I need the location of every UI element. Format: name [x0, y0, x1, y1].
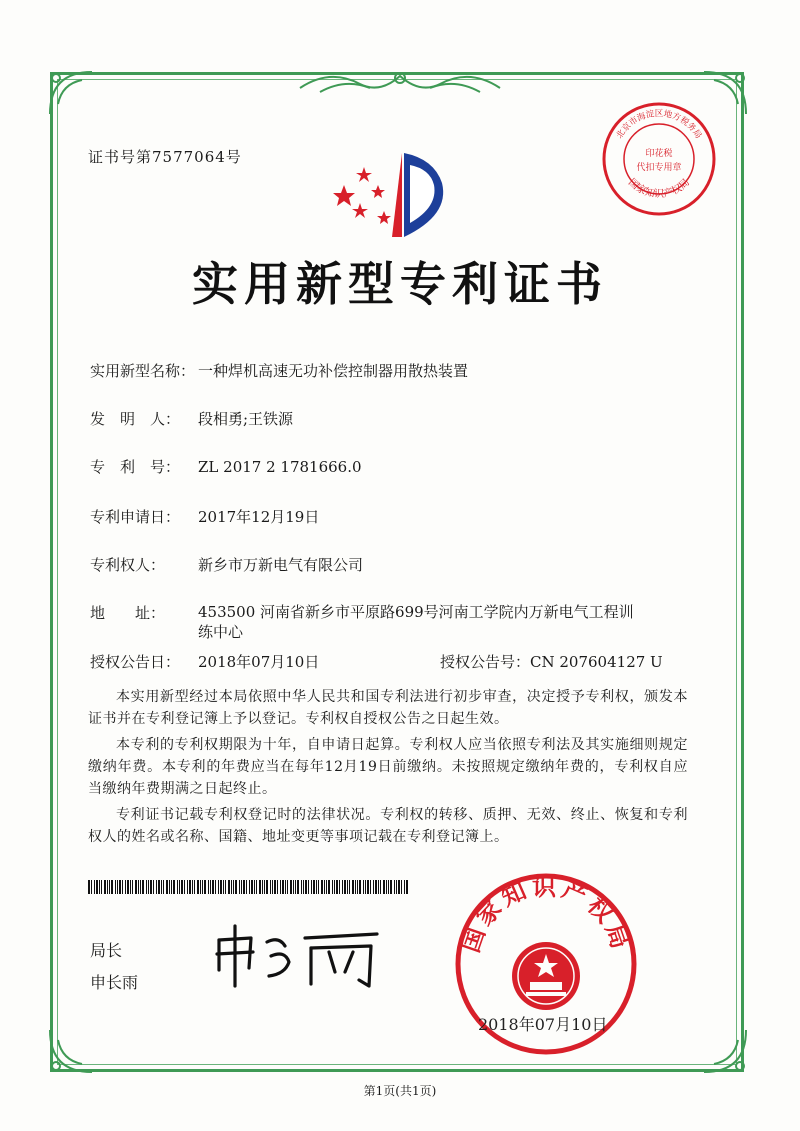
- barcode-bar: [194, 880, 195, 894]
- barcode-bar: [189, 880, 191, 894]
- barcode-bar: [208, 880, 209, 894]
- barcode-bar: [150, 880, 152, 894]
- barcode-bar: [316, 880, 317, 894]
- body-paragraph-1: 本实用新型经过本局依照中华人民共和国专利法进行初步审查，决定授予专利权，颁发本证书并在专利登记簿上予以登记。专利权自授权公告之日起生效。: [88, 689, 688, 727]
- barcode-bar: [332, 880, 333, 894]
- barcode-bar: [297, 880, 299, 894]
- body-paragraph-3: 专利证书记载专利权登记时的法律状况。专利权的转移、质押、无效、终止、恢复和专利权人的姓名或名称、国籍、地址变更等事项记载在专利登记簿上。: [88, 807, 688, 845]
- barcode-bar: [210, 880, 211, 894]
- barcode-bar: [326, 880, 327, 894]
- barcode-bar: [365, 880, 366, 894]
- barcode-bar: [138, 880, 139, 894]
- svg-text:印花税: 印花税: [645, 149, 673, 159]
- patent-number-value: ZL 2017 2 1781666.0: [198, 458, 362, 476]
- grant-number-value: CN 207604127 U: [530, 653, 663, 671]
- barcode-bar: [308, 880, 309, 894]
- barcode: [88, 880, 408, 894]
- barcode-bar: [111, 880, 113, 894]
- patent-number-label: 专 利 号：: [90, 458, 181, 476]
- barcode-bar: [140, 880, 141, 894]
- barcode-bar: [305, 880, 307, 894]
- barcode-bar: [125, 880, 126, 894]
- patentee-label: 专利权人：: [90, 556, 166, 574]
- barcode-bar: [179, 880, 180, 894]
- barcode-bar: [115, 880, 116, 894]
- barcode-bar: [352, 880, 354, 894]
- svg-text:北京市海淀区地方税务局: 北京市海淀区地方税务局: [614, 109, 704, 141]
- barcode-bar: [375, 880, 377, 894]
- barcode-bar: [91, 880, 92, 894]
- barcode-bar: [163, 880, 164, 894]
- barcode-bar: [158, 880, 160, 894]
- barcode-bar: [293, 880, 294, 894]
- barcode-bar: [161, 880, 162, 894]
- barcode-bar: [367, 880, 369, 894]
- barcode-bar: [339, 880, 340, 894]
- application-date-row: [90, 506, 319, 527]
- address-row: [90, 602, 638, 642]
- top-ornament: [290, 66, 510, 96]
- barcode-bar: [96, 880, 98, 894]
- barcode-bar: [290, 880, 292, 894]
- barcode-bar: [282, 880, 284, 894]
- barcode-bar: [394, 880, 395, 894]
- page-title: 实用新型专利证书: [192, 257, 608, 311]
- barcode-bar: [212, 880, 214, 894]
- barcode-bar: [280, 880, 281, 894]
- barcode-bar: [336, 880, 338, 894]
- barcode-bar: [202, 880, 203, 894]
- barcode-bar: [119, 880, 121, 894]
- barcode-bar: [398, 880, 400, 894]
- grant-date-label: 授权公告日：: [90, 653, 181, 671]
- patent-number-row: [90, 456, 362, 477]
- barcode-bar: [274, 880, 276, 894]
- barcode-bar: [184, 880, 185, 894]
- barcode-bar: [104, 880, 106, 894]
- barcode-bar: [401, 880, 402, 894]
- barcode-bar: [231, 880, 232, 894]
- barcode-bar: [204, 880, 206, 894]
- barcode-bar: [215, 880, 216, 894]
- barcode-bar: [254, 880, 255, 894]
- barcode-bar: [130, 880, 131, 894]
- inventor-value: 段相勇;王铁源: [198, 410, 294, 428]
- tax-seal-stamp: [600, 100, 718, 218]
- barcode-bar: [390, 880, 392, 894]
- barcode-bar: [347, 880, 348, 894]
- svg-text:代扣专用章: 代扣专用章: [636, 163, 682, 173]
- barcode-bar: [272, 880, 273, 894]
- grant-number-label: 授权公告号：: [440, 653, 531, 671]
- barcode-bar: [117, 880, 118, 894]
- barcode-bar: [295, 880, 296, 894]
- barcode-bar: [243, 880, 245, 894]
- director-name: 申长雨: [90, 973, 139, 992]
- barcode-bar: [142, 880, 144, 894]
- barcode-bar: [321, 880, 323, 894]
- barcode-bar: [313, 880, 315, 894]
- barcode-bar: [328, 880, 330, 894]
- barcode-bar: [406, 880, 408, 894]
- barcode-bar: [256, 880, 257, 894]
- barcode-bar: [259, 880, 261, 894]
- barcode-bar: [370, 880, 371, 894]
- barcode-bar: [166, 880, 168, 894]
- barcode-bar: [239, 880, 240, 894]
- barcode-bar: [342, 880, 343, 894]
- barcode-bar: [148, 880, 149, 894]
- barcode-bar: [228, 880, 230, 894]
- barcode-bar: [311, 880, 312, 894]
- barcode-bar: [396, 880, 397, 894]
- patentee-value: 新乡市万新电气有限公司: [198, 556, 364, 574]
- patentee-row: [90, 554, 363, 575]
- barcode-bar: [233, 880, 234, 894]
- barcode-bar: [380, 880, 381, 894]
- barcode-bar: [173, 880, 175, 894]
- utility-model-name-label: 实用新型名称：: [90, 362, 196, 380]
- barcode-bar: [181, 880, 183, 894]
- barcode-bar: [324, 880, 325, 894]
- svg-text:国家知识产权局: 国家知识产权局: [625, 177, 693, 201]
- barcode-bar: [127, 880, 129, 894]
- barcode-bar: [169, 880, 170, 894]
- inventor-label: 发 明 人：: [90, 410, 181, 428]
- barcode-bar: [200, 880, 201, 894]
- barcode-bar: [197, 880, 199, 894]
- grant-date-row: [90, 651, 319, 672]
- utility-model-name-value: 一种焊机高速无功补偿控制器用散热装置: [198, 362, 469, 380]
- barcode-bar: [225, 880, 226, 894]
- grant-number-row: [440, 651, 663, 672]
- application-date-label: 专利申请日：: [90, 508, 181, 526]
- barcode-bar: [318, 880, 319, 894]
- barcode-bar: [218, 880, 219, 894]
- patent-office-logo-icon: [330, 145, 460, 245]
- barcode-bar: [220, 880, 222, 894]
- barcode-bar: [404, 880, 405, 894]
- barcode-bar: [192, 880, 193, 894]
- barcode-bar: [277, 880, 278, 894]
- barcode-bar: [355, 880, 356, 894]
- barcode-bar: [107, 880, 108, 894]
- body-paragraph-2: 本专利的专利权期限为十年，自申请日起算。专利权人应当依照专利法及其实施细则规定缴纳年费。本专利的年费应当在每年12月19日前缴纳。未按照规定缴纳年费的，专利权自应当缴纳年费期满之日起终止。: [88, 737, 688, 797]
- page-footer: 第1页(共1页): [363, 1084, 437, 1098]
- address-label: 地 址：: [90, 604, 166, 622]
- inventor-row: [90, 408, 293, 429]
- barcode-bar: [373, 880, 374, 894]
- svg-text:国家知识产权局: 国家知识产权局: [456, 873, 636, 956]
- barcode-bar: [287, 880, 288, 894]
- utility-model-name-row: [90, 360, 468, 381]
- barcode-bar: [262, 880, 263, 894]
- application-date-value: 2017年12月19日: [198, 508, 320, 526]
- corner-ornament-bottom-left: [42, 1020, 102, 1080]
- barcode-bar: [363, 880, 364, 894]
- barcode-bar: [109, 880, 110, 894]
- grant-date-value: 2018年07月10日: [198, 653, 320, 671]
- barcode-bar: [99, 880, 100, 894]
- barcode-bar: [349, 880, 350, 894]
- barcode-bar: [223, 880, 224, 894]
- barcode-bar: [146, 880, 147, 894]
- barcode-bar: [94, 880, 95, 894]
- barcode-bar: [344, 880, 346, 894]
- certificate-number: 证书号第7577064号: [88, 148, 242, 166]
- director-title: 局长: [90, 941, 123, 960]
- barcode-bar: [386, 880, 387, 894]
- barcode-bar: [235, 880, 237, 894]
- barcode-bar: [383, 880, 385, 894]
- barcode-bar: [171, 880, 172, 894]
- barcode-bar: [101, 880, 102, 894]
- barcode-bar: [264, 880, 265, 894]
- barcode-bar: [285, 880, 286, 894]
- barcode-bar: [187, 880, 188, 894]
- barcode-bar: [153, 880, 154, 894]
- barcode-bar: [132, 880, 133, 894]
- barcode-bar: [359, 880, 361, 894]
- corner-ornament-bottom-right: [694, 1020, 754, 1080]
- barcode-bar: [156, 880, 157, 894]
- barcode-bar: [266, 880, 268, 894]
- barcode-bar: [303, 880, 304, 894]
- barcode-bar: [270, 880, 271, 894]
- barcode-bar: [177, 880, 178, 894]
- address-value: 453500 河南省新乡市平原路699号河南工学院内万新电气工程训练中心: [198, 603, 634, 641]
- director-signature: [205, 920, 385, 990]
- barcode-bar: [246, 880, 247, 894]
- barcode-bar: [378, 880, 379, 894]
- barcode-bar: [88, 880, 90, 894]
- issue-date: 2018年07月10日: [478, 1015, 608, 1034]
- barcode-bar: [251, 880, 253, 894]
- barcode-bar: [334, 880, 335, 894]
- barcode-bar: [357, 880, 358, 894]
- barcode-bar: [301, 880, 302, 894]
- corner-ornament-top-left: [42, 64, 102, 124]
- barcode-bar: [135, 880, 137, 894]
- barcode-bar: [249, 880, 250, 894]
- barcode-bar: [388, 880, 389, 894]
- barcode-bar: [122, 880, 123, 894]
- barcode-bar: [241, 880, 242, 894]
